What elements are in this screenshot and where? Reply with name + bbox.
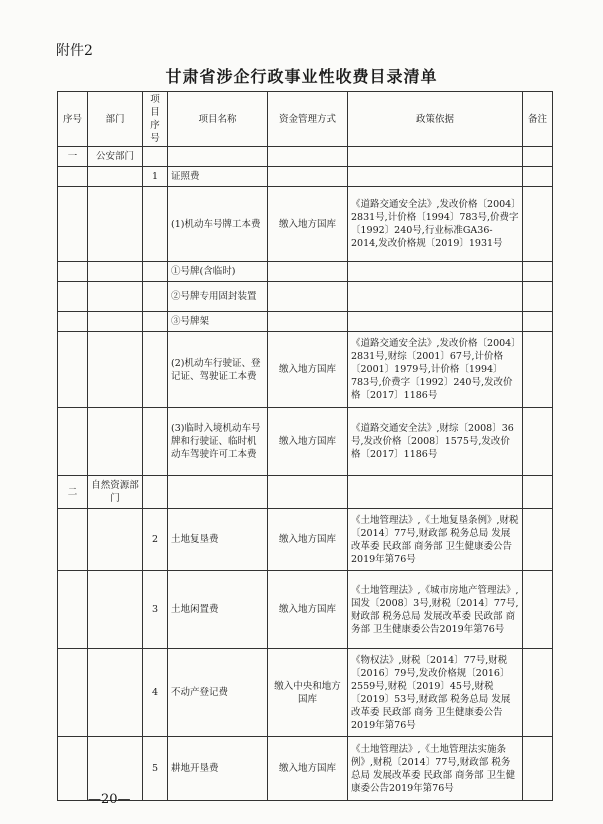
row-seq	[58, 571, 88, 649]
row-policy-basis: 《道路交通安全法》,发改价格〔2004〕2831号,计价格〔1994〕783号,价费字〔1992〕240号,行业标准GA36-2014,发改价格规〔2019〕1931号	[348, 187, 523, 262]
row-policy-basis	[348, 282, 523, 312]
row-note	[523, 147, 553, 167]
row-fund-mgmt: 缴入地方国库	[268, 332, 348, 408]
row-item-name	[168, 476, 268, 509]
row-item-name: 耕地开垦费	[168, 737, 268, 801]
row-item-name: 土地复垦费	[168, 509, 268, 571]
row-note	[523, 312, 553, 332]
row-note	[523, 737, 553, 801]
row-fund-mgmt	[268, 167, 348, 187]
table-row	[58, 571, 553, 649]
row-item-name: 不动产登记费	[168, 649, 268, 737]
row-fund-mgmt	[268, 282, 348, 312]
table-row	[58, 509, 553, 571]
table-row	[58, 167, 553, 187]
row-item-no: 4	[143, 649, 168, 737]
row-note	[523, 476, 553, 509]
row-seq: 二	[58, 476, 88, 509]
row-item-name: (3)临时入境机动车号牌和行驶证、临时机动车驾驶许可工本费	[168, 408, 268, 476]
row-policy-basis	[348, 312, 523, 332]
header-note: 备注	[523, 92, 553, 147]
row-note	[523, 408, 553, 476]
row-seq	[58, 167, 88, 187]
row-item-no: 5	[143, 737, 168, 801]
row-policy-basis	[348, 167, 523, 187]
row-dept	[88, 332, 143, 408]
page-number: —20—	[88, 792, 131, 807]
document-title: 甘肃省涉企行政事业性收费目录清单	[165, 67, 438, 86]
row-item-no: 2	[143, 509, 168, 571]
row-note	[523, 262, 553, 282]
table-row	[58, 476, 553, 509]
row-fund-mgmt: 缴入地方国库	[268, 187, 348, 262]
row-fund-mgmt	[268, 262, 348, 282]
row-seq	[58, 649, 88, 737]
row-note	[523, 187, 553, 262]
header-seq: 序号	[58, 92, 88, 147]
row-seq	[58, 737, 88, 801]
attachment-label: 附件2	[56, 43, 93, 59]
table-row	[58, 262, 553, 282]
row-item-no	[143, 476, 168, 509]
row-note	[523, 509, 553, 571]
table-row	[58, 187, 553, 262]
row-item-name: 土地闲置费	[168, 571, 268, 649]
row-item-name: 证照费	[168, 167, 268, 187]
row-dept	[88, 312, 143, 332]
row-dept	[88, 509, 143, 571]
row-policy-basis: 《土地管理法》,《土地管理法实施条例》,财税〔2014〕77号,财政部 税务总局 发展改革委 民政部 商务部 卫生健康委公告2019年第76号	[348, 737, 523, 801]
header-row	[58, 92, 553, 147]
row-fund-mgmt: 缴入中央和地方国库	[268, 649, 348, 737]
row-seq	[58, 312, 88, 332]
table-row	[58, 408, 553, 476]
row-fund-mgmt	[268, 476, 348, 509]
row-seq	[58, 282, 88, 312]
row-dept	[88, 262, 143, 282]
row-item-name	[168, 147, 268, 167]
row-dept	[88, 187, 143, 262]
row-fund-mgmt: 缴入地方国库	[268, 571, 348, 649]
row-policy-basis: 《土地管理法》,《城市房地产管理法》,国发〔2008〕3号,财税〔2014〕77号,财政部 税务总局 发展改革委 民政部 商务部 卫生健康委公告2019年第76号	[348, 571, 523, 649]
row-item-name: (2)机动车行驶证、登记证、驾驶证工本费	[168, 332, 268, 408]
row-item-no: 3	[143, 571, 168, 649]
row-fund-mgmt: 缴入地方国库	[268, 737, 348, 801]
row-item-no: 1	[143, 167, 168, 187]
table-row	[58, 147, 553, 167]
row-dept	[88, 167, 143, 187]
row-item-name: ②号牌专用固封装置	[168, 282, 268, 312]
row-note	[523, 332, 553, 408]
fee-table	[57, 91, 553, 801]
row-seq	[58, 509, 88, 571]
row-dept: 自然资源部门	[88, 476, 143, 509]
row-item-no	[143, 282, 168, 312]
row-item-no	[143, 262, 168, 282]
row-policy-basis	[348, 476, 523, 509]
row-item-name: (1)机动车号牌工本费	[168, 187, 268, 262]
table-row	[58, 312, 553, 332]
row-fund-mgmt	[268, 147, 348, 167]
row-item-no	[143, 312, 168, 332]
header-dept: 部门	[88, 92, 143, 147]
table-row	[58, 332, 553, 408]
row-note	[523, 649, 553, 737]
row-dept	[88, 408, 143, 476]
row-policy-basis	[348, 262, 523, 282]
row-dept	[88, 571, 143, 649]
row-item-no	[143, 332, 168, 408]
header-item-no: 项目序号	[143, 92, 168, 147]
row-item-no	[143, 408, 168, 476]
row-policy-basis	[348, 147, 523, 167]
table-row	[58, 282, 553, 312]
row-seq	[58, 408, 88, 476]
header-fund-mgmt: 资金管理方式	[268, 92, 348, 147]
row-seq	[58, 262, 88, 282]
row-note	[523, 167, 553, 187]
row-fund-mgmt: 缴入地方国库	[268, 509, 348, 571]
row-note	[523, 571, 553, 649]
row-fund-mgmt: 缴入地方国库	[268, 408, 348, 476]
row-policy-basis: 《土地管理法》,《土地复垦条例》,财税〔2014〕77号,财政部 税务总局 发展改革委 民政部 商务部 卫生健康委公告2019年第76号	[348, 509, 523, 571]
row-item-no	[143, 187, 168, 262]
row-dept: 公安部门	[88, 147, 143, 167]
row-policy-basis: 《道路交通安全法》,发改价格〔2004〕2831号,财综〔2001〕67号,计价格〔2001〕1979号,计价格〔1994〕783号,价费字〔1992〕240号,发改价格〔2017〕1186号	[348, 332, 523, 408]
header-policy-basis: 政策依据	[348, 92, 523, 147]
row-policy-basis: 《道路交通安全法》,财综〔2008〕36号,发改价格〔2008〕1575号,发改价格〔2017〕1186号	[348, 408, 523, 476]
row-dept	[88, 282, 143, 312]
row-item-no	[143, 147, 168, 167]
row-policy-basis: 《物权法》,财税〔2014〕77号,财税〔2016〕79号,发改价格规〔2016〕2559号,财税〔2019〕45号,财税〔2019〕53号,财政部 税务总局 发展改革委 民政部 商务 卫生健康委公告2019年第76号	[348, 649, 523, 737]
row-item-name: ①号牌(含临时)	[168, 262, 268, 282]
table-row	[58, 649, 553, 737]
row-seq: 一	[58, 147, 88, 167]
table-row	[58, 737, 553, 801]
row-item-name: ③号牌架	[168, 312, 268, 332]
row-fund-mgmt	[268, 312, 348, 332]
row-seq	[58, 187, 88, 262]
row-dept	[88, 649, 143, 737]
row-dept	[88, 737, 143, 801]
header-item-name: 项目名称	[168, 92, 268, 147]
row-seq	[58, 332, 88, 408]
row-note	[523, 282, 553, 312]
